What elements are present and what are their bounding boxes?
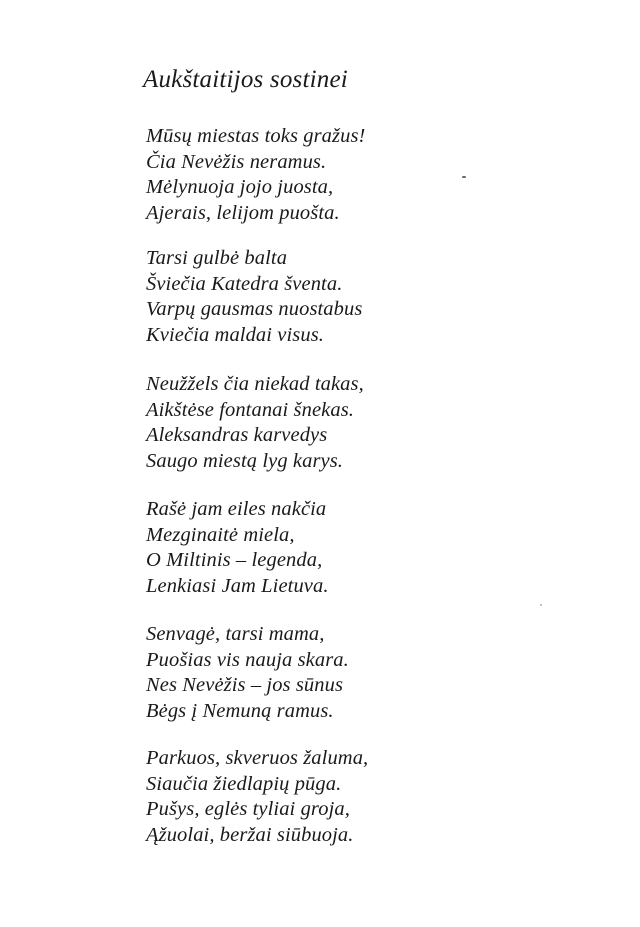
poem-line: O Miltinis – legenda,: [146, 549, 323, 571]
stanza-4: [146, 497, 329, 599]
poem-line: Mezginaitė miela,: [146, 523, 295, 546]
poem-line: Neužžels čia niekad takas,: [146, 373, 364, 395]
stanza-3: [146, 372, 364, 474]
poem-line: Rašė jam eiles nakčia: [146, 498, 327, 520]
poem-line: Nes Nevėžis – jos sūnus: [146, 674, 344, 696]
scan-speck: [462, 176, 466, 178]
poem-line: Saugo miestą lyg karys.: [146, 449, 344, 472]
poem-line: Siaučia žiedlapių pūga.: [146, 772, 342, 795]
poem-line: Kviečia maldai visus.: [146, 323, 325, 346]
poem-title: Aukštaitijos sostinei: [143, 66, 348, 93]
scan-speck: [540, 604, 542, 606]
poem-line: Tarsi gulbė balta: [146, 247, 288, 269]
poem-line: Mėlynuoja jojo juosta,: [146, 176, 334, 198]
poem-line: Lenkiasi Jam Lietuva.: [146, 574, 329, 597]
poem-line: Ąžuolai, beržai siūbuoja.: [146, 823, 354, 846]
poem-line: Bėgs į Nemuną ramus.: [146, 699, 334, 722]
poem-line: Puošias vis nauja skara.: [146, 648, 349, 671]
poem-line: Parkuos, skveruos žaluma,: [146, 747, 369, 769]
poem-line: Ajerais, lelijom puošta.: [146, 201, 340, 224]
poem-line: Aleksandras karvedys: [146, 424, 328, 446]
stanza-6: [146, 746, 368, 848]
stanza-2: [146, 246, 362, 348]
poem-line: Varpų gausmas nuostabus: [146, 298, 363, 320]
poem-line: Čia Nevėžis neramus.: [146, 150, 327, 173]
poem-line: Šviečia Katedra šventa.: [146, 272, 343, 295]
poem-line: Mūsų miestas toks gražus!: [146, 125, 366, 147]
poem-line: Aikštėse fontanai šnekas.: [146, 398, 355, 421]
stanza-5: [146, 622, 349, 724]
poem-line: Senvagė, tarsi mama,: [146, 623, 325, 645]
poem-line: Pušys, eglės tyliai groja,: [146, 798, 350, 820]
stanza-1: [146, 124, 365, 226]
